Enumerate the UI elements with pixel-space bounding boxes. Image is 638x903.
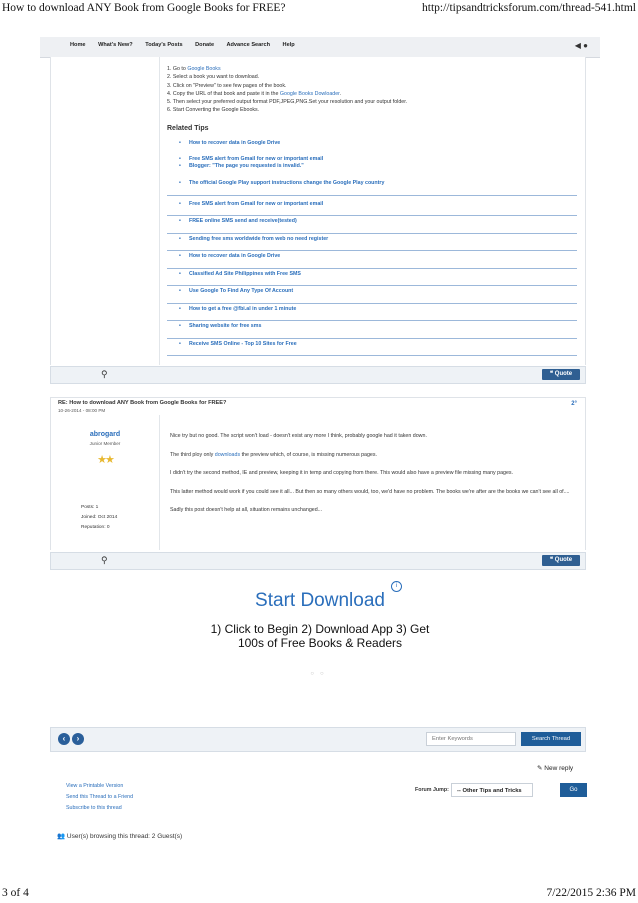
quote-button[interactable]: ❝ Quote (542, 555, 580, 566)
forum-navbar (40, 37, 600, 58)
post-paragraph: Nice try but no good. The script won't load - doesn't exist any more I think, probably google had it taken down. (170, 433, 427, 439)
post-paragraph: I didn't try the second method, IE and preview, keeping it in temp and copying from there. This would also have a preview file missing many pages. (170, 470, 514, 476)
author-posts: Posts: 1 (81, 505, 99, 510)
step-1: 1. Go to Google Books (167, 66, 221, 72)
post-2 (50, 415, 586, 550)
author-stats (81, 503, 117, 533)
step-6: 6. Start Converting the Google Ebooks. (167, 107, 260, 114)
nav-home[interactable]: Home (70, 42, 86, 48)
thread-tools-links (66, 781, 133, 814)
search-icon[interactable]: ⚲ (101, 369, 108, 379)
quote-button[interactable]: ❝ Quote (542, 369, 580, 380)
ad-info-icon[interactable]: i (391, 581, 402, 592)
post-paragraph: This latter method would work if you could see it all... But then so many others would, too, we'd have no problem. The books we're after are the books we can't see all of.... (170, 488, 570, 495)
related-tip[interactable]: • Receive SMS Online - Top 10 Sites for Free (167, 339, 577, 357)
page-count: 3 of 4 (2, 887, 29, 899)
nav-icons (575, 41, 588, 50)
post-1-content (167, 57, 577, 356)
nav-advance-search[interactable]: Advance Search (226, 42, 270, 48)
related-tip[interactable]: • How to recover data in Google Drive (167, 251, 577, 269)
new-reply-button[interactable]: ✎ New reply (537, 765, 574, 772)
step-5: 5. Then select your preferred output format PDF,JPEG,PNG.Set your resolution and your output folder. (167, 99, 408, 106)
post-2-title[interactable]: RE: How to download ANY Book from Google Books for FREE? (58, 400, 227, 406)
post-paragraph: Sadly this post doesn't help at all, situation remains unchanged... (170, 507, 323, 513)
rank-stars: ★★ (97, 454, 113, 466)
related-tip[interactable]: • Classified Ad Site Philippines with Free SMS (167, 269, 577, 287)
print-datetime: 7/22/2015 2:36 PM (546, 887, 636, 899)
downloads-link[interactable]: downloads (214, 451, 241, 458)
post-paragraph: The third ploy only downloads the preview which, of course, is missing numerous pages. (170, 451, 377, 458)
related-tip[interactable]: • Sharing website for free sms (167, 321, 577, 339)
related-tip[interactable]: • Free SMS alert from Gmail for new or important email (167, 154, 577, 161)
post-2-number[interactable]: 2° (571, 401, 577, 407)
search-thread-input[interactable] (426, 732, 516, 746)
post-1-author-column (51, 57, 160, 365)
author-username[interactable]: abrogard (89, 431, 121, 438)
related-tip[interactable]: • Blogger: "The page you requested is invalid." (167, 161, 577, 178)
nav-whats-new[interactable]: What's New? (98, 42, 133, 48)
related-tip[interactable]: • The official Google Play support instructions change the Google Play country (167, 178, 577, 196)
users-browsing: 👥 User(s) browsing this thread: 2 Guest(s) (57, 833, 183, 840)
post-2-content (170, 432, 570, 525)
search-icon[interactable]: ⚲ (101, 555, 108, 565)
author-reputation: Reputation: 0 (81, 525, 110, 530)
author-rank: Junior Member (89, 441, 121, 446)
ad-title[interactable]: Start Download (255, 590, 385, 611)
post-2-author-column (51, 415, 160, 550)
users-icon: 👥 (57, 833, 67, 840)
megaphone-icon[interactable]: ◀ (574, 41, 581, 50)
related-tips-heading: Related Tips (167, 124, 209, 132)
related-tip[interactable]: • How to get a free @fbi.al in under 1 minute (167, 304, 577, 322)
google-books-downloader-link[interactable]: Google Books Dowloader (279, 90, 340, 97)
related-tip[interactable]: • Free SMS alert from Gmail for new or important email (167, 199, 577, 217)
print-header-title: How to download ANY Book from Google Books for FREE? (2, 2, 286, 14)
forum-jump-select[interactable]: -- Other Tips and Tricks (451, 783, 533, 797)
next-thread-icon[interactable]: › (72, 733, 84, 745)
nav-links (70, 42, 306, 48)
author-joined: Joined: Oct 2014 (81, 515, 118, 520)
ad-banner[interactable] (150, 580, 490, 690)
quote-icon: ❝ (549, 371, 555, 377)
google-books-link[interactable]: Google Books (187, 66, 221, 72)
prev-thread-icon[interactable]: ‹ (58, 733, 70, 745)
nav-help[interactable]: Help (282, 42, 295, 48)
post-1 (50, 57, 586, 365)
print-footer (0, 884, 638, 902)
post-1-action-bar (50, 366, 586, 384)
pencil-icon: ✎ (537, 765, 545, 772)
related-tip[interactable]: • FREE online SMS send and receive(tested) (167, 216, 577, 234)
post-2-action-bar (50, 552, 586, 570)
send-to-friend-link[interactable]: Send this Thread to a Friend (66, 794, 134, 800)
thread-toolbar (50, 727, 586, 752)
ad-dots: ○○ (310, 671, 330, 677)
post-2-date: 10-26-2014 - 08:00 PM (58, 408, 106, 413)
go-button[interactable]: Go (560, 783, 587, 797)
ad-description: 1) Click to Begin 2) Download App 3) Get 100s of Free Books & Readers (210, 622, 430, 650)
step-2: 2. Select a book you want to download. (167, 74, 260, 81)
subscribe-link[interactable]: Subscribe to this thread (66, 805, 122, 811)
step-4: 4. Copy the URL of that book and paste it in the Google Books Dowloader. (167, 90, 342, 97)
search-thread-button[interactable]: Search Thread (521, 732, 581, 746)
user-icon[interactable]: ● (583, 41, 588, 50)
post-2-header (50, 397, 586, 416)
forum-jump-label: Forum Jump: (415, 787, 449, 793)
related-tips-list (167, 138, 577, 357)
related-tip[interactable]: • Sending free sms worldwide from web no need register (167, 234, 577, 252)
steps-list (167, 65, 577, 115)
related-tip[interactable]: • How to recover data in Google Drive (167, 138, 577, 155)
print-header (0, 0, 638, 18)
quote-icon: ❝ (549, 557, 555, 563)
related-tip[interactable]: • Use Google To Find Any Type Of Account (167, 286, 577, 304)
nav-todays-posts[interactable]: Today's Posts (145, 42, 183, 48)
nav-donate[interactable]: Donate (195, 42, 215, 48)
step-3: 3. Click on "Preview" to see few pages of the book. (167, 82, 287, 89)
print-header-url: http://tipsandtricksforum.com/thread-541.html (422, 2, 636, 14)
printable-version-link[interactable]: View a Printable Version (66, 783, 124, 789)
